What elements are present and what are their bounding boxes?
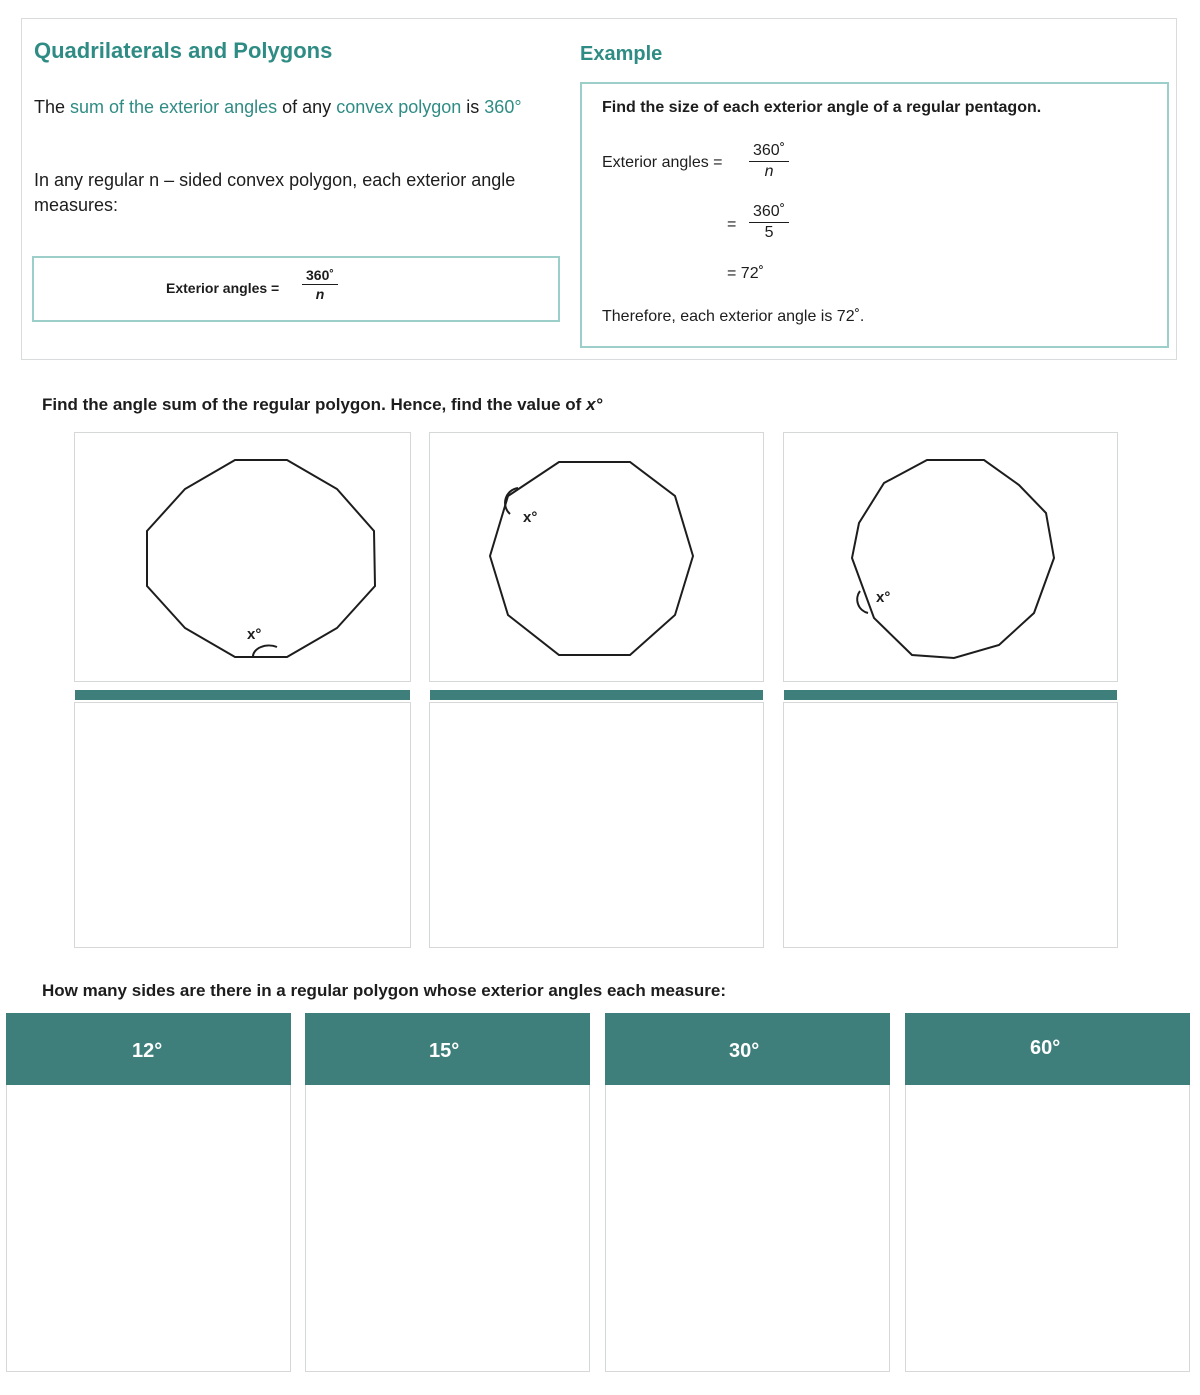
polygon-diagram-2 (430, 433, 765, 683)
degree-header-30 (605, 1013, 890, 1085)
degree-header-60 (905, 1013, 1190, 1085)
example-step3: = 72˚ (727, 265, 764, 282)
degree-label-12: 12° (132, 1040, 163, 1062)
example-step2-numerator: 360˚ (749, 203, 789, 223)
formula-box (32, 256, 560, 322)
formula-numerator: 360˚ (302, 267, 338, 285)
question2-heading: How many sides are there in a regular polygon whose exterior angles each measure: (42, 981, 727, 1000)
angle-label-2: x° (523, 509, 538, 526)
hendecagon-shape (852, 460, 1054, 658)
rule-text-1: The (34, 97, 71, 117)
answer-column-12[interactable] (6, 1085, 291, 1372)
degree-label-15: 15° (429, 1040, 460, 1062)
example-step1-label: Exterior angles = (602, 154, 723, 171)
answer-bar-2 (430, 690, 763, 700)
rule-text-2: of any (277, 97, 337, 117)
answer-bar-1 (75, 690, 410, 700)
formula-label: Exterior angles = (166, 280, 280, 296)
answer-column-30[interactable] (605, 1085, 890, 1372)
decagon-shape (490, 462, 693, 655)
degree-label-30: 30° (729, 1040, 760, 1062)
formula-fraction (302, 267, 338, 302)
answer-bar-3 (784, 690, 1117, 700)
question1-heading-text: Find the angle sum of the regular polygon. Hence, find the value of (42, 395, 587, 414)
degree-header-15 (305, 1013, 590, 1085)
answer-box-3[interactable] (783, 702, 1118, 948)
answer-column-60[interactable] (905, 1085, 1190, 1372)
example-conclusion: Therefore, each exterior angle is 72˚. (602, 308, 865, 325)
polygon-card-3 (783, 432, 1118, 682)
example-title: Example (580, 43, 663, 65)
rule-term-convex-polygon: convex polygon (336, 97, 462, 117)
rule-value-360: 360° (484, 97, 522, 117)
example-step1-numerator: 360˚ (749, 142, 789, 162)
answer-box-1[interactable] (74, 702, 411, 948)
formula-denominator: n (315, 286, 325, 302)
exterior-angle-sum-rule (34, 95, 554, 120)
example-box (580, 82, 1169, 348)
example-step2-fraction (749, 203, 789, 242)
answer-box-2[interactable] (429, 702, 764, 948)
angle-label-3: x° (876, 589, 891, 606)
answer-column-15[interactable] (305, 1085, 590, 1372)
example-question: Find the size of each exterior angle of a regular pentagon. (602, 99, 1042, 116)
angle-arc-1 (253, 646, 277, 657)
example-step1-fraction (749, 142, 789, 181)
polygon-card-1 (74, 432, 411, 682)
rule-term-exterior-angles: sum of the exterior angles (70, 97, 278, 117)
rule-text-3: is (461, 97, 485, 117)
angle-label-1: x° (247, 626, 262, 643)
degree-label-60: 60° (1030, 1037, 1061, 1059)
polygon-diagram-3 (784, 433, 1119, 683)
example-step2-denominator: 5 (764, 224, 774, 241)
polygon-card-2 (429, 432, 764, 682)
example-step1-denominator: n (764, 163, 774, 180)
angle-arc-3 (857, 591, 868, 613)
example-step2-equals: = (727, 216, 737, 233)
regular-polygon-rule: In any regular n – sided convex polygon, each exterior angle measures: (34, 170, 516, 215)
section-title: Quadrilaterals and Polygons (34, 38, 333, 63)
question1-heading (42, 395, 602, 415)
polygon-diagram-1 (75, 433, 412, 683)
degree-header-12 (6, 1013, 291, 1085)
question1-heading-variable: x° (586, 395, 603, 414)
